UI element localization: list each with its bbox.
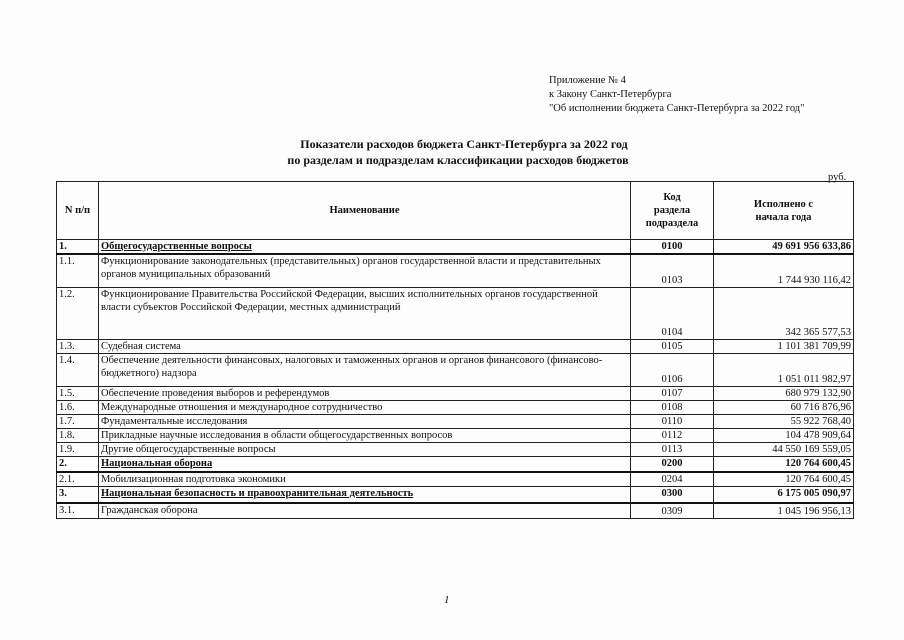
- row-amount: 120 764 600,45: [714, 472, 854, 487]
- row-name: Обеспечение деятельности финансовых, налоговых и таможенных органов и органов финансового (финансово-бюджетного) надзора: [99, 353, 631, 386]
- row-code: 0113: [631, 442, 714, 456]
- row-name: Международные отношения и международное сотрудничество: [99, 400, 631, 414]
- row-number: 1.3.: [57, 339, 99, 353]
- currency-unit: руб.: [828, 172, 847, 183]
- row-code: 0112: [631, 428, 714, 442]
- table-row: [57, 386, 854, 400]
- row-amount: 44 550 169 559,05: [714, 442, 854, 456]
- appendix-line: Приложение № 4: [549, 75, 626, 86]
- row-number: 2.: [57, 456, 99, 472]
- row-code: 0300: [631, 487, 714, 503]
- table-row: [57, 254, 854, 287]
- header-num: N п/п: [57, 182, 99, 240]
- table-row: [57, 503, 854, 519]
- row-code: 0103: [631, 254, 714, 287]
- row-name: Функционирование Правительства Российской Федерации, высших исполнительных органов государственной власти субъектов Российской Федерации, местных администраций: [99, 287, 631, 339]
- row-amount: 1 101 381 709,99: [714, 339, 854, 353]
- section-row: [57, 240, 854, 255]
- row-number: 3.: [57, 487, 99, 503]
- row-name: Мобилизационная подготовка экономики: [99, 472, 631, 487]
- row-number: 2.1.: [57, 472, 99, 487]
- row-number: 1.8.: [57, 428, 99, 442]
- row-amount: 49 691 956 633,86: [714, 240, 854, 255]
- row-code: 0105: [631, 339, 714, 353]
- table-row: [57, 428, 854, 442]
- row-name: Функционирование законодательных (представительных) органов государственной власти и представительных органов муниципальных образований: [99, 254, 631, 287]
- row-amount: 6 175 005 090,97: [714, 487, 854, 503]
- row-number: 1.2.: [57, 287, 99, 339]
- header-name: Наименование: [99, 182, 631, 240]
- row-code: 0100: [631, 240, 714, 255]
- appendix-note: [549, 74, 804, 116]
- row-number: 1.5.: [57, 386, 99, 400]
- document-title: Показатели расходов бюджета Санкт-Петербурга за 2022 год: [300, 137, 628, 151]
- row-number: 1.: [57, 240, 99, 255]
- row-code: 0104: [631, 287, 714, 339]
- header-code: Код раздела подраздела: [631, 182, 714, 240]
- row-amount: 60 716 876,96: [714, 400, 854, 414]
- row-number: 1.6.: [57, 400, 99, 414]
- table-row: [57, 472, 854, 487]
- table-row: [57, 339, 854, 353]
- row-amount: 104 478 909,64: [714, 428, 854, 442]
- table-body: [57, 240, 854, 519]
- row-code: 0106: [631, 353, 714, 386]
- header-amount: Исполнено с начала года: [714, 182, 854, 240]
- row-name: Другие общегосударственные вопросы: [99, 442, 631, 456]
- appendix-line: "Об исполнении бюджета Санкт-Петербурга за 2022 год": [549, 103, 805, 114]
- row-amount: 120 764 600,45: [714, 456, 854, 472]
- row-code: 0107: [631, 386, 714, 400]
- row-code: 0204: [631, 472, 714, 487]
- table-row: [57, 353, 854, 386]
- row-name: Прикладные научные исследования в области общегосударственных вопросов: [99, 428, 631, 442]
- row-code: 0110: [631, 414, 714, 428]
- row-code: 0200: [631, 456, 714, 472]
- table-row: [57, 442, 854, 456]
- row-name: Национальная оборона: [99, 456, 631, 472]
- row-name: Национальная безопасность и правоохранительная деятельность: [99, 487, 631, 503]
- row-number: 3.1.: [57, 503, 99, 519]
- section-row: [57, 487, 854, 503]
- row-name: Фундаментальные исследования: [99, 414, 631, 428]
- row-amount: 680 979 132,90: [714, 386, 854, 400]
- table-row: [57, 414, 854, 428]
- row-code: 0108: [631, 400, 714, 414]
- document-subtitle: по разделам и подразделам классификации расходов бюджетов: [287, 153, 629, 167]
- row-amount: 55 922 768,40: [714, 414, 854, 428]
- table-row: [57, 287, 854, 339]
- row-amount: 1 051 011 982,97: [714, 353, 854, 386]
- appendix-line: к Закону Санкт-Петербурга: [549, 89, 672, 100]
- row-number: 1.1.: [57, 254, 99, 287]
- row-amount: 342 365 577,53: [714, 287, 854, 339]
- expenditure-table: [56, 181, 854, 519]
- row-number: 1.9.: [57, 442, 99, 456]
- table-header-row: [57, 182, 854, 240]
- row-name: Гражданская оборона: [99, 503, 631, 519]
- row-amount: 1 045 196 956,13: [714, 503, 854, 519]
- page-number: 1: [444, 594, 450, 606]
- row-number: 1.7.: [57, 414, 99, 428]
- row-code: 0309: [631, 503, 714, 519]
- table-row: [57, 400, 854, 414]
- row-name: Судебная система: [99, 339, 631, 353]
- row-name: Общегосударственные вопросы: [99, 240, 631, 255]
- section-row: [57, 456, 854, 472]
- row-amount: 1 744 930 116,42: [714, 254, 854, 287]
- row-name: Обеспечение проведения выборов и референдумов: [99, 386, 631, 400]
- row-number: 1.4.: [57, 353, 99, 386]
